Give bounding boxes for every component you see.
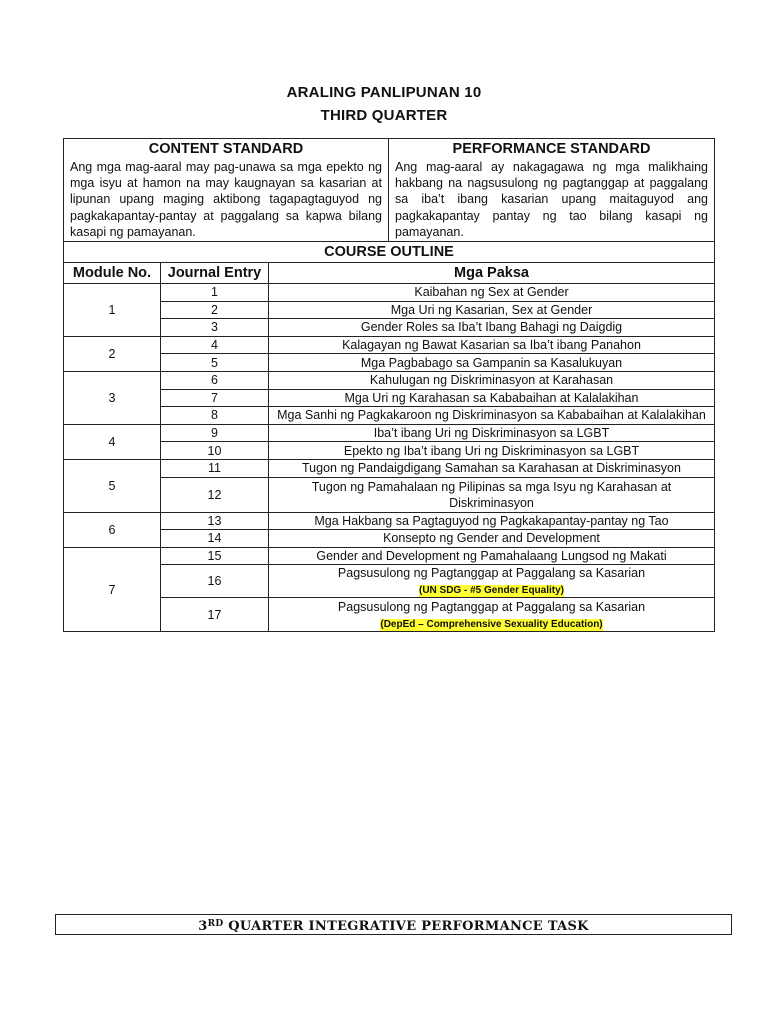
module-number: 7 xyxy=(64,547,161,632)
course-outline-table xyxy=(63,138,715,632)
topic: Kahulugan ng Diskriminasyon at Karahasan xyxy=(269,371,715,389)
topic-text: Tugon ng Pamahalaan ng Pilipinas sa mga Isyu ng Karahasan at Diskriminasyon xyxy=(311,479,672,510)
column-header-journal-entry: Journal Entry xyxy=(161,263,269,284)
document-subtitle: THIRD QUARTER xyxy=(320,107,448,124)
topic-text: Pagsusulong ng Pagtanggap at Paggalang sa Kasarian xyxy=(337,599,646,614)
module-number: 2 xyxy=(64,336,161,371)
table-row xyxy=(64,424,715,442)
topic: Mga Hakbang sa Pagtaguyod ng Pagkakapantay-pantay ng Tao xyxy=(269,512,715,530)
topic: Mga Pagbabago sa Gampanin sa Kasalukuyan xyxy=(269,354,715,372)
journal-entry-number: 11 xyxy=(161,459,269,477)
table-row xyxy=(64,407,715,425)
document-title: ARALING PANLIPUNAN 10 xyxy=(286,84,482,101)
table-row xyxy=(64,565,715,598)
table-row xyxy=(64,284,715,302)
column-header-topics: Mga Paksa xyxy=(269,263,715,284)
topic: Iba’t ibang Uri ng Diskriminasyon sa LGBT xyxy=(269,424,715,442)
content-standard-heading: CONTENT STANDARD xyxy=(64,139,389,160)
performance-task-heading xyxy=(55,914,732,935)
topic: Gender Roles sa Iba’t Ibang Bahagi ng Daigdig xyxy=(269,319,715,337)
journal-entry-number: 17 xyxy=(161,598,269,632)
table-row xyxy=(64,371,715,389)
topic: Epekto ng Iba’t ibang Uri ng Diskriminasyon sa LGBT xyxy=(269,442,715,460)
topic-text: Pagsusulong ng Pagtanggap at Paggalang sa Kasarian xyxy=(337,566,646,581)
table-row xyxy=(64,389,715,407)
topic xyxy=(269,598,715,632)
journal-entry-number: 3 xyxy=(161,319,269,337)
task-ordinal-suffix: RD xyxy=(207,919,224,929)
journal-entry-number: 15 xyxy=(161,547,269,565)
column-header-module: Module No. xyxy=(64,263,161,284)
task-ordinal: 3 xyxy=(198,919,208,934)
table-row xyxy=(64,301,715,319)
journal-entry-number: 16 xyxy=(161,565,269,598)
topic: Kalagayan ng Bawat Kasarian sa Iba’t ibang Panahon xyxy=(269,336,715,354)
content-standard-text: Ang mga mag-aaral may pag-unawa sa mga epekto ng mga isyu at hamon na may kaugnayan sa kasarian at lipunan upang maging aktibong tagapagtaguyod ng pagkakapantay-pantay at paggalang sa kapwa bilang kasapi ng pamayanan. xyxy=(64,159,389,242)
module-number: 1 xyxy=(64,284,161,337)
journal-entry-number: 1 xyxy=(161,284,269,302)
highlighted-note: (UN SDG - #5 Gender Equality) xyxy=(418,585,565,597)
journal-entry-number: 2 xyxy=(161,301,269,319)
journal-entry-number: 8 xyxy=(161,407,269,425)
journal-entry-number: 9 xyxy=(161,424,269,442)
table-row xyxy=(64,319,715,337)
journal-entry-number: 13 xyxy=(161,512,269,530)
topic: Tugon ng Pandaigdigang Samahan sa Karahasan at Diskriminasyon xyxy=(269,459,715,477)
performance-standard-heading: PERFORMANCE STANDARD xyxy=(389,139,715,160)
journal-entry-number: 7 xyxy=(161,389,269,407)
performance-standard-text: Ang mag-aaral ay nakagagawa ng mga malikhaing hakbang na nagsusulong ng pagtanggap at paggalang sa iba’t ibang kasarian upang maitaguyod ang pagkakapantay pantay ng tao bilang kasapi ng pamayanan. xyxy=(389,159,715,242)
table-row xyxy=(64,354,715,372)
topic: Mga Uri ng Kasarian, Sex at Gender xyxy=(269,301,715,319)
journal-entry-number: 10 xyxy=(161,442,269,460)
highlighted-note: (DepEd – Comprehensive Sexuality Education) xyxy=(380,618,603,630)
course-outline-heading: COURSE OUTLINE xyxy=(64,242,715,263)
table-row xyxy=(64,530,715,548)
topic: Gender and Development ng Pamahalaang Lungsod ng Makati xyxy=(269,547,715,565)
table-row xyxy=(64,442,715,460)
table-row xyxy=(64,598,715,632)
journal-entry-number: 4 xyxy=(161,336,269,354)
topic: Kaibahan ng Sex at Gender xyxy=(269,284,715,302)
table-row xyxy=(64,336,715,354)
topic xyxy=(269,477,715,512)
module-number: 4 xyxy=(64,424,161,459)
table-row xyxy=(64,477,715,512)
journal-entry-number: 6 xyxy=(161,371,269,389)
table-row xyxy=(64,547,715,565)
journal-entry-number: 12 xyxy=(161,477,269,512)
topic: Konsepto ng Gender and Development xyxy=(269,530,715,548)
topic: Mga Sanhi ng Pagkakaroon ng Diskriminasyon sa Kababaihan at Kalalakihan xyxy=(269,407,715,425)
module-number: 5 xyxy=(64,459,161,512)
topic xyxy=(269,565,715,598)
table-row xyxy=(64,459,715,477)
module-number: 6 xyxy=(64,512,161,547)
table-row xyxy=(64,512,715,530)
topic: Mga Uri ng Karahasan sa Kababaihan at Kalalakihan xyxy=(269,389,715,407)
journal-entry-number: 14 xyxy=(161,530,269,548)
journal-entry-number: 5 xyxy=(161,354,269,372)
task-label: QUARTER INTEGRATIVE PERFORMANCE TASK xyxy=(223,919,589,934)
module-number: 3 xyxy=(64,371,161,424)
